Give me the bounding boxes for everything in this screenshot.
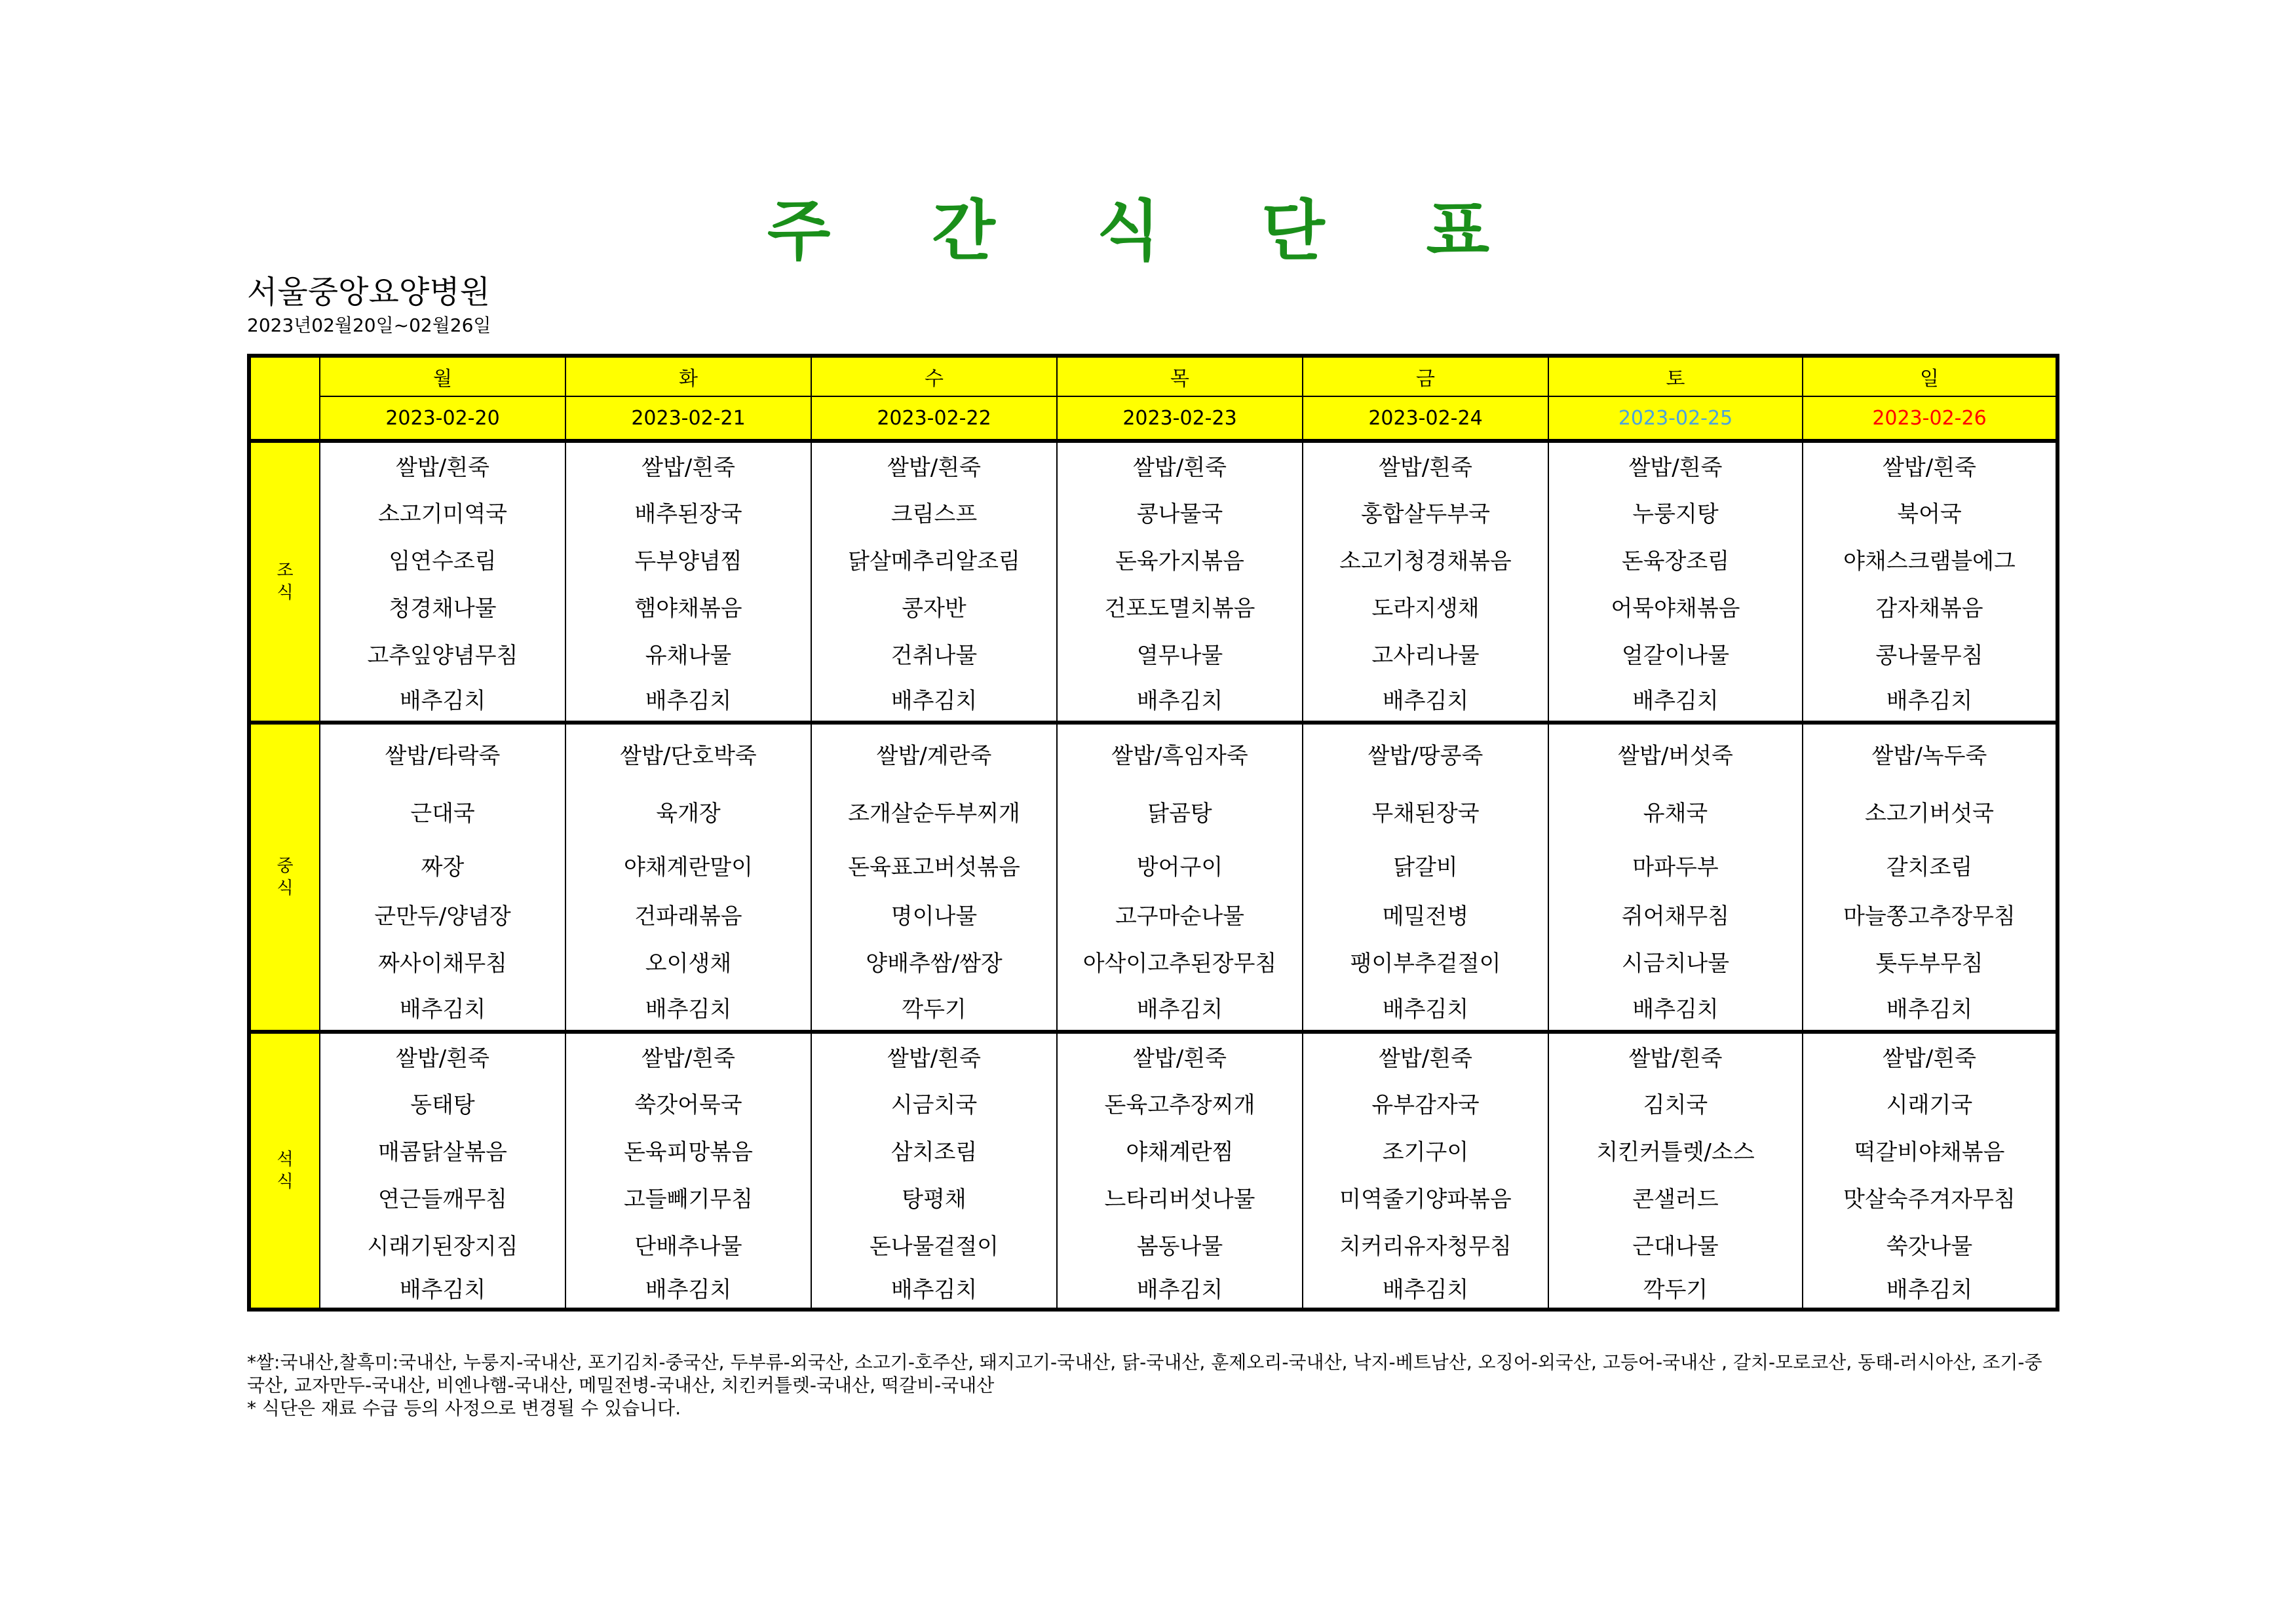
menu-item: 유채국 bbox=[1548, 783, 1803, 839]
menu-item: 배추김치 bbox=[1303, 985, 1548, 1032]
menu-period: 2023년02월20일~02월26일 bbox=[247, 314, 491, 336]
menu-item: 어묵야채볶음 bbox=[1548, 582, 1803, 630]
menu-item: 돈육장조림 bbox=[1548, 535, 1803, 582]
menu-item: 조개살순두부찌개 bbox=[811, 783, 1057, 839]
menu-item: 무채된장국 bbox=[1303, 783, 1548, 839]
menu-item: 쌀밥/흰죽 bbox=[1303, 441, 1548, 488]
menu-item: 야채스크램블에그 bbox=[1803, 535, 2057, 582]
menu-item: 배추김치 bbox=[565, 985, 811, 1032]
menu-item: 떡갈비야채볶음 bbox=[1803, 1126, 2057, 1173]
menu-item: 배추김치 bbox=[565, 1268, 811, 1310]
menu-item: 쌀밥/땅콩죽 bbox=[1303, 723, 1548, 783]
menu-item: 콩나물무침 bbox=[1803, 630, 2057, 677]
weekly-menu-table bbox=[247, 354, 2059, 1312]
menu-item: 쌀밥/흰죽 bbox=[1303, 1032, 1548, 1079]
hospital-name: 서울중앙요양병원 bbox=[247, 274, 490, 311]
menu-row bbox=[249, 441, 2057, 488]
menu-item: 아삭이고추된장무침 bbox=[1057, 937, 1303, 985]
weekday-header: 일 bbox=[1803, 356, 2057, 396]
menu-item: 누룽지탕 bbox=[1548, 488, 1803, 535]
menu-item: 갈치조림 bbox=[1803, 839, 2057, 890]
menu-item: 배추된장국 bbox=[565, 488, 811, 535]
menu-row bbox=[249, 582, 2057, 630]
menu-item: 소고기미역국 bbox=[320, 488, 565, 535]
menu-item: 팽이부추겉절이 bbox=[1303, 937, 1548, 985]
menu-item: 건취나물 bbox=[811, 630, 1057, 677]
menu-item: 도라지생채 bbox=[1303, 582, 1548, 630]
menu-item: 열무나물 bbox=[1057, 630, 1303, 677]
menu-item: 콩자반 bbox=[811, 582, 1057, 630]
menu-item: 배추김치 bbox=[1303, 1268, 1548, 1310]
menu-row bbox=[249, 630, 2057, 677]
menu-item: 쌀밥/흰죽 bbox=[1057, 1032, 1303, 1079]
menu-item: 돈육고추장찌개 bbox=[1057, 1079, 1303, 1126]
menu-item: 돈육가지볶음 bbox=[1057, 535, 1303, 582]
menu-item: 시금치나물 bbox=[1548, 937, 1803, 985]
menu-row bbox=[249, 488, 2057, 535]
menu-item: 삼치조림 bbox=[811, 1126, 1057, 1173]
meal-label-char: 식 bbox=[277, 583, 294, 603]
date-header: 2023-02-21 bbox=[565, 396, 811, 441]
menu-row bbox=[249, 1220, 2057, 1268]
meal-label-char: 식 bbox=[277, 878, 294, 898]
menu-item: 크림스프 bbox=[811, 488, 1057, 535]
menu-item: 근대나물 bbox=[1548, 1220, 1803, 1268]
menu-item: 감자채볶음 bbox=[1803, 582, 2057, 630]
menu-item: 배추김치 bbox=[565, 677, 811, 723]
menu-item: 돈나물겉절이 bbox=[811, 1220, 1057, 1268]
menu-item: 홍합살두부국 bbox=[1303, 488, 1548, 535]
menu-item: 매콤닭살볶음 bbox=[320, 1126, 565, 1173]
date-header: 2023-02-20 bbox=[320, 396, 565, 441]
weekday-header-row bbox=[249, 356, 2057, 396]
menu-item: 닭살메추리알조림 bbox=[811, 535, 1057, 582]
menu-item: 오이생채 bbox=[565, 937, 811, 985]
meal-label-char: 중 bbox=[277, 856, 294, 876]
menu-item: 탕평채 bbox=[811, 1173, 1057, 1220]
menu-row bbox=[249, 890, 2057, 937]
menu-item: 배추김치 bbox=[811, 1268, 1057, 1310]
menu-item: 배추김치 bbox=[320, 1268, 565, 1310]
weekday-header: 목 bbox=[1057, 356, 1303, 396]
change-note: * 식단은 재료 수급 등의 사정으로 변경될 수 있습니다. bbox=[247, 1397, 681, 1419]
menu-item: 봄동나물 bbox=[1057, 1220, 1303, 1268]
menu-row bbox=[249, 1268, 2057, 1310]
date-header: 2023-02-22 bbox=[811, 396, 1057, 441]
menu-item: 명이나물 bbox=[811, 890, 1057, 937]
weekday-header: 금 bbox=[1303, 356, 1548, 396]
menu-item: 쌀밥/단호박죽 bbox=[565, 723, 811, 783]
menu-item: 배추김치 bbox=[1803, 985, 2057, 1032]
menu-item: 고구마순나물 bbox=[1057, 890, 1303, 937]
date-header: 2023-02-23 bbox=[1057, 396, 1303, 441]
menu-item: 쌀밥/계란죽 bbox=[811, 723, 1057, 783]
menu-item: 쌀밥/흰죽 bbox=[1803, 1032, 2057, 1079]
meal-label bbox=[249, 723, 320, 1032]
menu-row bbox=[249, 985, 2057, 1032]
meal-label-char: 석 bbox=[277, 1150, 294, 1169]
menu-row bbox=[249, 783, 2057, 839]
menu-item: 시래기국 bbox=[1803, 1079, 2057, 1126]
menu-item: 얼갈이나물 bbox=[1548, 630, 1803, 677]
menu-item: 쑥갓어묵국 bbox=[565, 1079, 811, 1126]
menu-item: 고들빼기무침 bbox=[565, 1173, 811, 1220]
menu-row bbox=[249, 839, 2057, 890]
menu-row bbox=[249, 677, 2057, 723]
date-header-row bbox=[249, 396, 2057, 441]
menu-item: 배추김치 bbox=[1057, 677, 1303, 723]
notes bbox=[247, 1351, 2056, 1420]
menu-item: 쌀밥/흰죽 bbox=[1548, 1032, 1803, 1079]
menu-row bbox=[249, 937, 2057, 985]
menu-item: 동태탕 bbox=[320, 1079, 565, 1126]
menu-item: 깍두기 bbox=[1548, 1268, 1803, 1310]
menu-item: 방어구이 bbox=[1057, 839, 1303, 890]
menu-item: 쌀밥/흰죽 bbox=[320, 1032, 565, 1079]
menu-item: 쌀밥/흰죽 bbox=[320, 441, 565, 488]
menu-item: 마파두부 bbox=[1548, 839, 1803, 890]
menu-item: 시금치국 bbox=[811, 1079, 1057, 1126]
menu-row bbox=[249, 1173, 2057, 1220]
menu-item: 야채계란말이 bbox=[565, 839, 811, 890]
menu-item: 쌀밥/흰죽 bbox=[811, 441, 1057, 488]
menu-item: 두부양념찜 bbox=[565, 535, 811, 582]
weekday-header: 토 bbox=[1548, 356, 1803, 396]
menu-item: 소고기청경채볶음 bbox=[1303, 535, 1548, 582]
menu-item: 느타리버섯나물 bbox=[1057, 1173, 1303, 1220]
menu-item: 유부감자국 bbox=[1303, 1079, 1548, 1126]
menu-row bbox=[249, 1126, 2057, 1173]
menu-row bbox=[249, 1032, 2057, 1079]
weekday-header: 수 bbox=[811, 356, 1057, 396]
menu-item: 돈육표고버섯볶음 bbox=[811, 839, 1057, 890]
menu-item: 청경채나물 bbox=[320, 582, 565, 630]
menu-item: 배추김치 bbox=[1548, 985, 1803, 1032]
menu-row bbox=[249, 1079, 2057, 1126]
menu-item: 깍두기 bbox=[811, 985, 1057, 1032]
menu-item: 콩나물국 bbox=[1057, 488, 1303, 535]
page-title: 주 간 식 단 표 bbox=[767, 193, 1529, 269]
menu-item: 임연수조림 bbox=[320, 535, 565, 582]
menu-item: 배추김치 bbox=[1057, 1268, 1303, 1310]
menu-item: 야채계란찜 bbox=[1057, 1126, 1303, 1173]
menu-item: 쌀밥/흰죽 bbox=[565, 441, 811, 488]
menu-item: 콘샐러드 bbox=[1548, 1173, 1803, 1220]
menu-item: 배추김치 bbox=[1803, 677, 2057, 723]
menu-item: 쌀밥/흰죽 bbox=[1803, 441, 2057, 488]
menu-row bbox=[249, 723, 2057, 783]
meal-label-char: 조 bbox=[277, 561, 294, 580]
menu-row bbox=[249, 535, 2057, 582]
menu-item: 쌀밥/흰죽 bbox=[1057, 441, 1303, 488]
menu-item: 쌀밥/흰죽 bbox=[811, 1032, 1057, 1079]
menu-item: 군만두/양념장 bbox=[320, 890, 565, 937]
menu-item: 쑥갓나물 bbox=[1803, 1220, 2057, 1268]
menu-item: 고추잎양념무침 bbox=[320, 630, 565, 677]
weekday-header: 월 bbox=[320, 356, 565, 396]
menu-item: 근대국 bbox=[320, 783, 565, 839]
menu-item: 소고기버섯국 bbox=[1803, 783, 2057, 839]
menu-item: 치킨커틀렛/소스 bbox=[1548, 1126, 1803, 1173]
menu-item: 육개장 bbox=[565, 783, 811, 839]
date-header-saturday: 2023-02-25 bbox=[1548, 396, 1803, 441]
menu-item: 미역줄기양파볶음 bbox=[1303, 1173, 1548, 1220]
menu-item: 배추김치 bbox=[320, 677, 565, 723]
menu-item: 고사리나물 bbox=[1303, 630, 1548, 677]
date-header-sunday: 2023-02-26 bbox=[1803, 396, 2057, 441]
meal-label bbox=[249, 441, 320, 723]
menu-item: 톳두부무침 bbox=[1803, 937, 2057, 985]
menu-item: 배추김치 bbox=[320, 985, 565, 1032]
menu-item: 짜사이채무침 bbox=[320, 937, 565, 985]
meal-label-char: 식 bbox=[277, 1172, 294, 1192]
menu-item: 배추김치 bbox=[811, 677, 1057, 723]
menu-item: 북어국 bbox=[1803, 488, 2057, 535]
menu-item: 배추김치 bbox=[1548, 677, 1803, 723]
menu-item: 김치국 bbox=[1548, 1079, 1803, 1126]
menu-item: 쥐어채무침 bbox=[1548, 890, 1803, 937]
meal-label bbox=[249, 1032, 320, 1310]
menu-item: 연근들깨무침 bbox=[320, 1173, 565, 1220]
menu-item: 쌀밥/타락죽 bbox=[320, 723, 565, 783]
menu-item: 메밀전병 bbox=[1303, 890, 1548, 937]
menu-item: 유채나물 bbox=[565, 630, 811, 677]
menu-item: 짜장 bbox=[320, 839, 565, 890]
header-corner-cell bbox=[249, 356, 320, 441]
menu-item: 단배추나물 bbox=[565, 1220, 811, 1268]
weekday-header: 화 bbox=[565, 356, 811, 396]
menu-item: 건파래볶음 bbox=[565, 890, 811, 937]
menu-item: 배추김치 bbox=[1303, 677, 1548, 723]
menu-item: 돈육피망볶음 bbox=[565, 1126, 811, 1173]
menu-item: 마늘쫑고추장무침 bbox=[1803, 890, 2057, 937]
origin-note: *쌀:국내산,찰흑미:국내산, 누룽지-국내산, 포기김치-중국산, 두부류-외국산, 소고기-호주산, 돼지고기-국내산, 닭-국내산, 훈제오리-국내산, 낙지-베트남산, 오징어-외국산, 고등어-국내산 , 갈치-모로코산, 동태-러시아산, 조기-중국산, 교자만두-국내산, 비엔나햄-국내산, 메밀전병-국내산, 치킨커틀렛-국내산, 떡갈비-국내산 bbox=[247, 1351, 2042, 1396]
menu-item: 양배추쌈/쌈장 bbox=[811, 937, 1057, 985]
menu-item: 쌀밥/버섯죽 bbox=[1548, 723, 1803, 783]
menu-item: 쌀밥/흰죽 bbox=[565, 1032, 811, 1079]
menu-item: 쌀밥/흰죽 bbox=[1548, 441, 1803, 488]
menu-item: 맛살숙주겨자무침 bbox=[1803, 1173, 2057, 1220]
menu-item: 시래기된장지짐 bbox=[320, 1220, 565, 1268]
date-header: 2023-02-24 bbox=[1303, 396, 1548, 441]
menu-item: 닭갈비 bbox=[1303, 839, 1548, 890]
menu-item: 치커리유자청무침 bbox=[1303, 1220, 1548, 1268]
menu-item: 조기구이 bbox=[1303, 1126, 1548, 1173]
menu-item: 닭곰탕 bbox=[1057, 783, 1303, 839]
menu-item: 쌀밥/흑임자죽 bbox=[1057, 723, 1303, 783]
menu-item: 햄야채볶음 bbox=[565, 582, 811, 630]
menu-item: 쌀밥/녹두죽 bbox=[1803, 723, 2057, 783]
menu-item: 건포도멸치볶음 bbox=[1057, 582, 1303, 630]
menu-item: 배추김치 bbox=[1803, 1268, 2057, 1310]
menu-item: 배추김치 bbox=[1057, 985, 1303, 1032]
